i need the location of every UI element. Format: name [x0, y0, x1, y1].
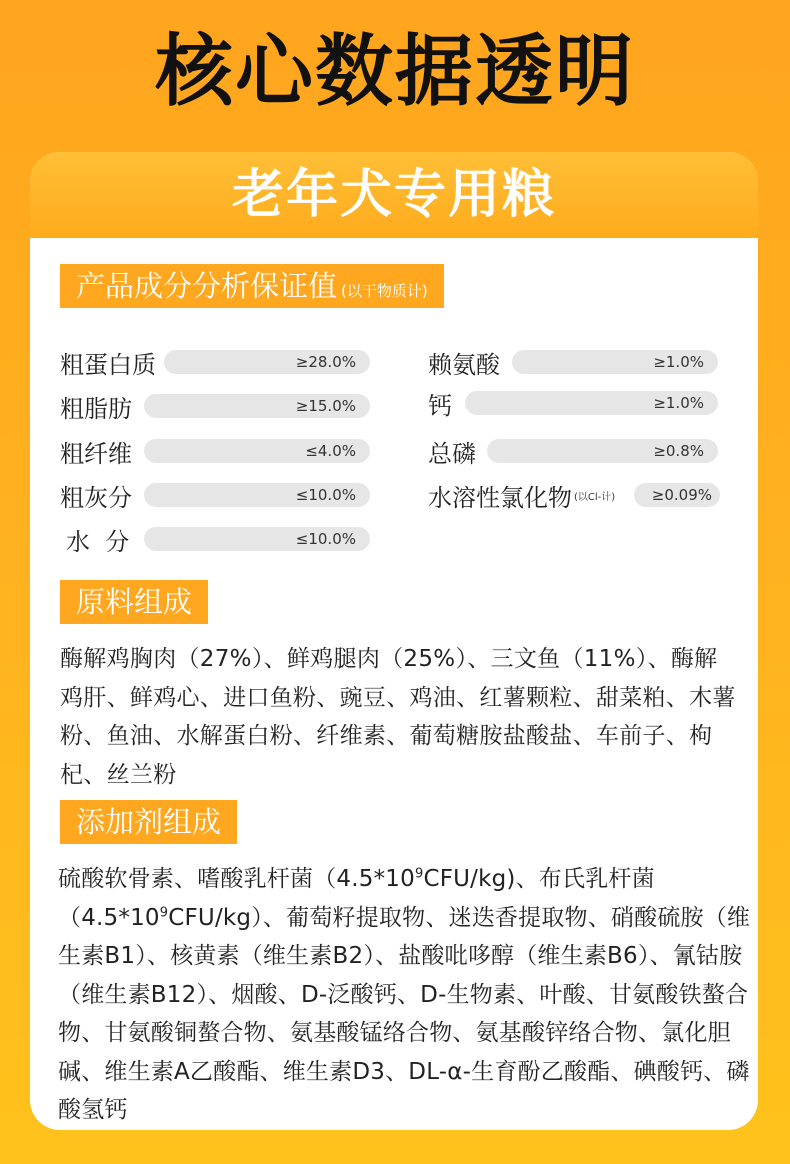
card-title: 老年犬专用粮 [30, 152, 758, 238]
analysis-note: (以干物质计) [341, 282, 428, 300]
nutrient-note: (以Cl-计) [574, 491, 616, 503]
analysis-section-title [60, 264, 444, 308]
nutrient-row-chloride [428, 478, 615, 512]
additives-section-title: 添加剂组成 [60, 800, 237, 844]
additives-text-part: 硫酸软骨素、嗜酸乳杆菌（4.5*10 [58, 866, 415, 892]
nutrient-value: ≥1.0% [512, 350, 718, 374]
analysis-title: 产品成分分析保证值 [76, 269, 338, 303]
nutrient-name: 粗脂肪 [60, 394, 132, 423]
nutrient-name: 粗蛋白质 [60, 350, 156, 379]
nutrient-row-lysine [428, 345, 500, 379]
ingredients-section-title: 原料组成 [60, 580, 208, 624]
nutrient-row-phosphorus [428, 434, 476, 468]
additives-text-part: CFU/kg)、布氏乳杆菌（4.5*10 [58, 866, 655, 931]
nutrient-name: 水 分 [66, 527, 130, 556]
additives-text-part: CFU/kg）、葡萄籽提取物、迷迭香提取物、硝酸硫胺（维生素B1）、核黄素（维生素B2）、盐酸吡哆醇（维生素B6）、氰钴胺（维生素B12）、烟酸、D-泛酸钙、D-生物素、叶酸、甘氨酸铁螯合物、甘氨酸铜螯合物、氨基酸锰络合物、氨基酸锌络合物、氯化胆碱、维生素A乙酸酯、维生素D3、DL-α-生育酚乙酸酯、碘酸钙、磷酸氢钙 [58, 904, 751, 1123]
nutrient-value: ≥0.09% [634, 483, 720, 507]
nutrient-value: ≥0.8% [487, 439, 718, 463]
nutrient-row-fiber [60, 434, 132, 468]
nutrient-name: 总磷 [428, 439, 476, 468]
nutrient-name: 粗灰分 [60, 483, 132, 512]
nutrient-value: ≤10.0% [144, 483, 370, 507]
ingredients-text: 酶解鸡胸肉（27%）、鲜鸡腿肉（25%）、三文鱼（11%）、酶解鸡肝、鲜鸡心、进口鱼粉、豌豆、鸡油、红薯颗粒、甜菜粕、木薯粉、鱼油、水解蛋白粉、纤维素、葡萄糖胺盐酸盐、车前子、枸杞、丝兰粉 [60, 646, 736, 788]
nutrient-row-moisture [66, 522, 129, 556]
nutrient-name: 赖氨酸 [428, 350, 500, 379]
nutrient-value: ≥1.0% [465, 391, 718, 415]
nutrient-value: ≥28.0% [164, 350, 370, 374]
nutrient-value: ≤4.0% [144, 439, 370, 463]
nutrient-name: 钙 [428, 391, 452, 420]
info-card [30, 152, 758, 1130]
exponent: 9 [414, 866, 424, 882]
nutrient-name: 粗纤维 [60, 439, 132, 468]
nutrient-name: 水溶性氯化物 [428, 483, 572, 512]
nutrient-value: ≥15.0% [144, 394, 370, 418]
nutrient-row-protein [60, 345, 156, 379]
nutrient-row-fat [60, 389, 132, 423]
exponent: 9 [159, 904, 169, 920]
nutrient-row-ash [60, 478, 132, 512]
main-title: 核心数据透明 [154, 27, 635, 117]
nutrient-value: ≤10.0% [144, 527, 370, 551]
additives-text [58, 860, 758, 1130]
nutrient-row-calcium [428, 386, 452, 420]
